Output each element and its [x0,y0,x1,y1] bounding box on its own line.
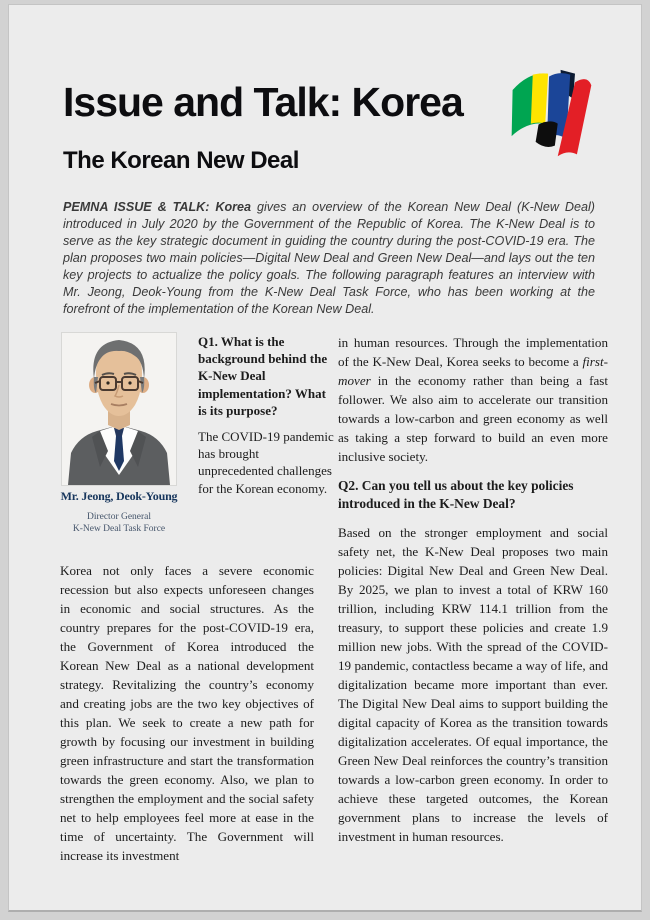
q1-block [198,333,336,561]
right-column-paragraph-2: Based on the stronger employment and social safety net, the K-New Deal proposes two main policies: Digital New Deal and Green New Deal. By 2025, we plan to invest a total of KRW 160 trillion, including KRW 114.1 trillion from the treasury, to support these policies and create 1.9 million new jobs. With the spread of the COVID-19 pandemic, contactless became a way of life, and digitalization became more important than ever. The Digital New Deal aims to support building the digital capacity of Korea as the transition towards digitalization accelerates. Of equal importance, the Green New Deal reinforces the country’s transition towards a low-carbon green economy. In order to achieve these targeted outcomes, the Korean government plans to increase the levels of investment in human resources. [338,525,608,844]
q1-intro-paragraph: The COVID-19 pandemic has brought unprecedented challenges for the Korean economy. [198,429,334,496]
right-para1-a: in human resources. Through the implementation of the K-New Deal, Korea seeks to become a [338,335,608,369]
page-subtitle: The Korean New Deal [63,147,299,174]
page-title: Issue and Talk: Korea [63,79,463,125]
interviewee-role-line1: Director General [86,512,152,522]
right-column-paragraph-1 [338,333,608,466]
pemna-logo-icon [503,63,599,165]
right-para1-italic: first-mover [338,354,608,388]
interviewee-block [60,333,178,561]
intro-rest: gives an overview of the Korean New Deal (K-New Deal) introduced in July 2020 by the Government of the Republic of Korea. The K-New Deal is to serve as the key strategic document in guiding the country during the post-COVID-19 era. The plan proposes two main policies—Digital New Deal and Green New Deal—and lays out the ten key projects to actualize the policy goals. The following paragraph features an interview with Mr. Jeong, Deok-Young from the K-New Deal Task Force, who has been working at the forefront of the implementation of the Korean New Deal. [63,200,595,316]
intro-lead: PEMNA ISSUE & TALK: Korea [63,200,252,214]
interviewee-role [60,511,178,535]
interviewee-name: Mr. Jeong, Deok-Young [60,489,178,503]
interviewee-role-line2: K-New Deal Task Force [72,524,166,534]
right-para1-b: in the economy rather than being a fast follower. We also aim to accelerate our transition towards a low-carbon and green economy as well as taking a step forward to build an even more inclusive society. [338,373,608,464]
q1-heading: Q1. What is the background behind the K-New Deal implementation? What is its purpose? [198,334,328,418]
q2-heading: Q2. Can you tell us about the key policies introduced in the K-New Deal? [338,478,574,511]
left-column [60,333,334,865]
document-page [8,4,642,912]
right-column [338,333,608,846]
intro-paragraph [63,199,595,318]
left-column-paragraph: Korea not only faces a severe economic recession but also expects unforeseen changes in economic and social structures. As the country prepares for the post-COVID-19 era, the Government of Korea introduced the Korean New Deal as a national development strategy. Revitalizing the country’s economy and creating jobs are the two key objectives of this plan. We seek to create a new path for growth by focusing our investment in building green infrastructure and start the transformation towards the green economy. Also, we plan to strengthen the employment and the social safety net to help employees feel more at ease in the time of uncertainty. The Government will increase its investment [60,563,314,863]
interviewee-photo [62,333,176,485]
interviewee-and-q1-row [60,333,336,561]
